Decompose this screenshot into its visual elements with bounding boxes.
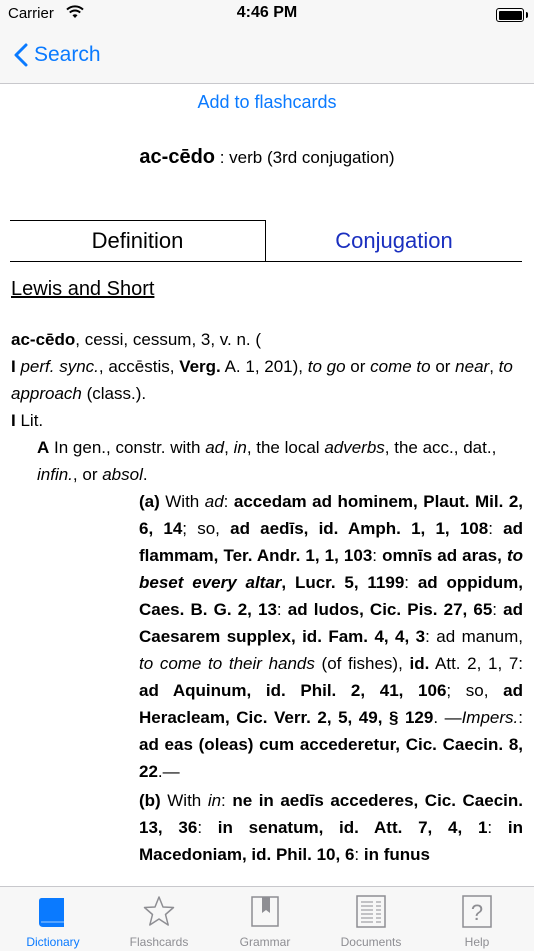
part-of-speech: : verb (3rd conjugation) [215,148,395,167]
carrier-label: Carrier [8,5,54,22]
tab-label: Help [464,935,490,949]
view-tabs [10,220,522,262]
add-to-flashcards-button[interactable]: Add to flashcards [197,92,337,112]
definition-paragraph: I Lit. [11,411,44,430]
tab-help[interactable] [424,887,530,951]
svg-text:?: ? [470,900,484,925]
back-button[interactable] [14,38,101,72]
chevron-left-icon [14,43,28,67]
clock: 4:46 PM [236,4,298,21]
bottom-tab-bar [0,886,534,951]
definition-paragraph: I perf. sync., accēstis, Verg. A. 1, 201), to go or come to or near, to approach (class.). [11,357,513,403]
definition-paragraph: (a) With ad: accedam ad hominem, Plaut. Mil. 2, 6, 14; so, ad aedīs, id. Amph. 1, 1, 108: ad flammam, Ter. Andr. 1, 1, 103: omnīs ad aras, to beset every altar, Lucr. 5, 1199: ad oppidum, Caes. B. G. 2, 13: ad ludos, Cic. Pis. 27, 65: ad Caesarem supplex, id. Fam. 4, 4, 3: ad manum, to come to their hands (of fishes), id. Att. 2, 1, 7: ad Aquinum, id. Phil. 2, 41, 106; so, ad Heracleam, Cic. Verr. 2, 5, 49, § 129. —Impers.: ad eas (oleas) cum accederetur, Cic. Caecin. 8, 22.— [139,492,523,781]
tab-label: Grammar [239,935,291,949]
document-icon [353,893,389,929]
definition-paragraph: ac-cēdo, cessi, cessum, 3, v. n. ( [11,330,262,349]
navigation-bar [0,28,534,84]
definition-paragraph: A In gen., constr. with ad, in, the local adverbs, the acc., dat., infin., or absol. [37,438,497,484]
entry-header [0,146,534,169]
tab-label: Documents [340,935,402,949]
entry-content[interactable] [0,84,534,886]
tab-label: Dictionary [26,935,80,949]
source-title: Lewis and Short [11,278,155,300]
tab-flashcards[interactable] [106,887,212,951]
tab-definition[interactable]: Definition [10,220,266,261]
tab-grammar[interactable] [212,887,318,951]
headword: ac-cēdo [139,146,216,168]
back-button-label: Search [34,43,101,66]
star-icon [141,893,177,929]
status-bar [0,0,534,28]
tab-dictionary[interactable] [0,887,106,951]
tab-conjugation[interactable]: Conjugation [335,227,453,253]
question-mark-icon [459,893,495,929]
definition-text [11,326,523,868]
tab-label: Flashcards [129,935,189,949]
definition-paragraph: (b) With in: ne in aedīs accederes, Cic. Caecin. 13, 36: in senatum, id. Att. 7, 4, 1: in Macedoniam, id. Phil. 10, 6: in funus [139,791,523,864]
bookmark-book-icon [247,893,283,929]
battery-icon [496,8,524,22]
tab-documents[interactable] [318,887,424,951]
book-icon [35,893,71,929]
